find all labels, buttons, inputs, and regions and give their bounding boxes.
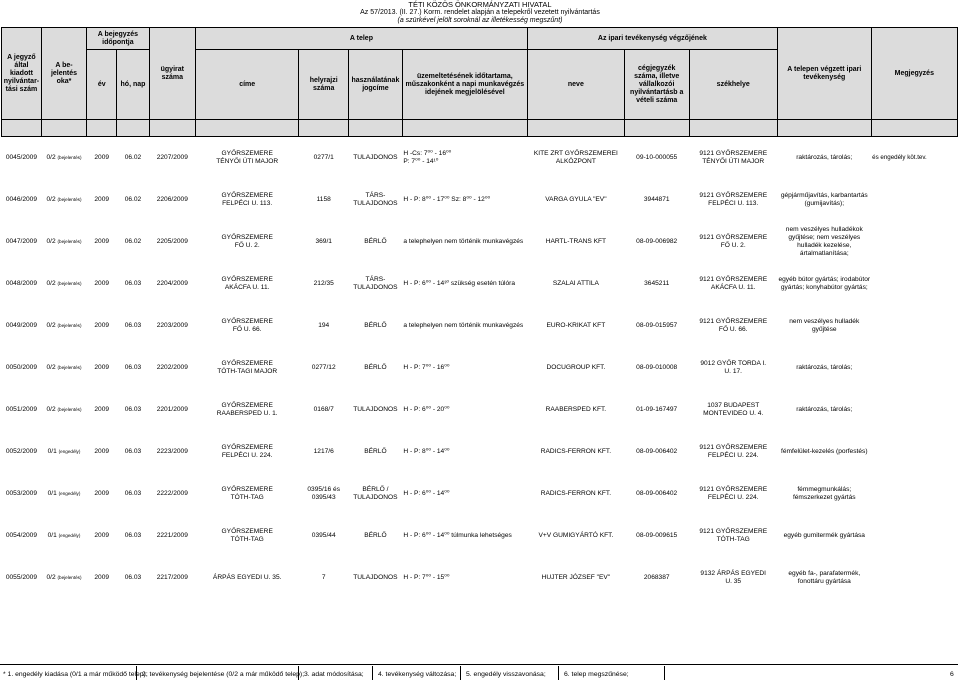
lot-no-cell: 194 [318, 322, 330, 329]
use-title-cell: BÉRLŐ [364, 238, 387, 245]
reg-no-cell: 0055/2009 [5, 574, 38, 581]
address-line: GYŐRSZEMERE [221, 486, 273, 493]
remark-cell [871, 221, 957, 263]
col-name: neve [527, 50, 624, 120]
legend-item-1: * 1. engedély kiadása (0/1 a már működő telep); [3, 671, 148, 678]
reg-no-cell: 0046/2009 [5, 196, 38, 203]
reg-no-cell: 0048/2009 [5, 280, 38, 287]
operator-name-cell: SZALAI ATTILA [552, 280, 599, 287]
operating-time-cell: a telephelyen nem történik munkavégzés [403, 322, 524, 329]
remark-cell [871, 557, 957, 599]
month-day-cell: 06.03 [124, 490, 142, 497]
file-no-cell: 2223/2009 [156, 448, 188, 455]
activity-cell: gépjárműjavítás, karbantartás (gumijavítás); [780, 192, 868, 207]
address-line: GYŐRSZEMERE [221, 276, 273, 283]
table-row [2, 431, 958, 473]
address-line: GYŐRSZEMERE [221, 234, 273, 241]
reg-no-cell: 0053/2009 [5, 490, 38, 497]
address-line: FELPÉCI U. 113. [222, 200, 273, 207]
page-number: 6 [950, 671, 954, 678]
year-cell: 2009 [94, 196, 110, 203]
address-cell [195, 389, 298, 431]
reg-no-cell: 0050/2009 [5, 364, 38, 371]
notice-type-cell [41, 557, 86, 599]
operator-name-cell: HUJTER JÓZSEF "EV" [541, 574, 611, 581]
legend-item-2: 2. tevékenység bejelentése (0/2 a már működő telep); [142, 671, 305, 678]
file-no-cell: 2207/2009 [156, 154, 188, 161]
notice-type-code: 0/2 [46, 322, 56, 329]
company-no-cell: 08-09-006402 [636, 490, 678, 497]
file-no-cell: 2206/2009 [156, 196, 188, 203]
address-line: FELPÉCI U. 224. [221, 452, 273, 459]
activity-cell: raktározás, tárolás; [796, 406, 853, 413]
table-row [2, 347, 958, 389]
seat-line: TÓTH-TAG [716, 536, 750, 543]
seat-line: 9121 GYŐRSZEMERE [699, 444, 768, 451]
reg-no-cell: 0047/2009 [5, 238, 38, 245]
seat-line: U. 35 [725, 578, 742, 585]
col-year: év [87, 50, 117, 120]
year-cell: 2009 [94, 154, 110, 161]
address-line: TÉNYŐI ÚTI MAJOR [216, 158, 279, 165]
notice-type-label: (bejelentés) [57, 407, 82, 412]
notice-type-code: 0/2 [46, 280, 56, 287]
address-line: AKÁCFA U. 11. [224, 284, 270, 291]
year-cell: 2009 [94, 322, 110, 329]
operator-name-cell: VARGA GYULA "EV" [545, 196, 607, 203]
col-address: címe [195, 50, 298, 120]
seat-line: U. 17. [724, 368, 743, 375]
notice-type-label: (engedély) [58, 449, 81, 454]
address-line: GYŐRSZEMERE [221, 360, 273, 367]
col-remarks: Megjegyzés [871, 28, 957, 120]
reg-no-cell: 0054/2009 [5, 532, 38, 539]
address-cell [195, 305, 298, 347]
address-line: GYŐRSZEMERE [221, 318, 273, 325]
address-line: FŐ U. 66. [232, 326, 262, 333]
operating-time-cell: a telephelyen nem történik munkavégzés [403, 238, 524, 245]
use-title-cell: BÉRLŐ [364, 532, 387, 539]
lot-no-cell: 369/1 [315, 238, 332, 245]
seat-line: 9121 GYŐRSZEMERE [699, 528, 768, 535]
seat-line: 9121 GYŐRSZEMERE [699, 192, 768, 199]
seat-line: FELPÉCI U. 224. [707, 452, 759, 459]
address-line: GYŐRSZEMERE [221, 192, 273, 199]
activity-cell: fémfelület-kezelés (porfestés) [781, 448, 868, 455]
address-line: RAABERSPED U. 1. [216, 410, 278, 417]
footer-legend [0, 664, 958, 681]
company-no-cell: 08-09-006402 [636, 448, 678, 455]
company-no-cell: 08-09-009615 [636, 532, 678, 539]
table-row [2, 263, 958, 305]
seat-line: 9121 GYŐRSZEMERE [699, 150, 768, 157]
operator-name-cell: EURO-KRIKAT KFT [546, 322, 606, 329]
seat-line: 1037 BUDAPEST [707, 402, 760, 409]
file-no-cell: 2222/2009 [156, 490, 188, 497]
lot-no-cell: 0395/16 és 0395/43 [307, 486, 341, 501]
notice-type-code: 0/1 [47, 490, 57, 497]
address-cell [195, 557, 298, 599]
file-no-cell: 2203/2009 [156, 322, 188, 329]
notice-type-label: (engedély) [58, 533, 81, 538]
use-title-cell: TULAJDONOS [353, 154, 398, 161]
notice-type-cell [41, 515, 86, 557]
notice-type-cell [41, 263, 86, 305]
remark-cell [871, 179, 957, 221]
seat-line: 9012 GYŐR TORDA I. [700, 360, 767, 367]
notice-type-code: 0/1 [47, 448, 57, 455]
file-no-cell: 2221/2009 [156, 532, 188, 539]
table-row [2, 557, 958, 599]
activity-cell: egyéb gumitermék gyártása [783, 532, 865, 539]
operating-time-cell: H - P: 6⁰⁰ - 14⁰⁰ [403, 490, 450, 497]
remark-cell: és engedély köt.tev. [872, 154, 927, 161]
table-row [2, 305, 958, 347]
remark-cell [871, 263, 957, 305]
notice-type-cell [41, 431, 86, 473]
seat-cell [689, 263, 777, 305]
lot-no-cell: 212/35 [313, 280, 334, 287]
month-day-cell: 06.02 [124, 238, 142, 245]
month-day-cell: 06.03 [124, 448, 142, 455]
month-day-cell: 06.03 [124, 406, 142, 413]
remark-cell [871, 389, 957, 431]
seat-line: 9121 GYŐRSZEMERE [699, 486, 768, 493]
seat-line: TÉNYŐI ÚTI MAJOR [702, 158, 765, 165]
operator-name-cell: HARTL-TRANS KFT [545, 238, 607, 245]
col-operating-time: üzemeltetésének időtartama, műszakonként a napi munkavégzés idejének megjelölésével [402, 50, 527, 120]
operating-time-cell: H - P: 6⁰⁰ - 20⁰⁰ [403, 406, 450, 413]
notice-type-label: (bejelentés) [57, 239, 82, 244]
use-title-cell: TULAJDONOS [353, 406, 398, 413]
activity-cell: nem veszélyes hulladékok gyűjtése; nem veszélyes hulladék kezelése, ártalmatlanítása; [785, 226, 863, 257]
remark-cell [871, 515, 957, 557]
lot-no-cell: 0277/1 [313, 154, 334, 161]
notice-type-code: 0/2 [46, 364, 56, 371]
seat-line: MONTEVIDEO U. 4. [703, 410, 764, 417]
remark-cell [871, 347, 957, 389]
notice-type-cell [41, 473, 86, 515]
address-line: GYŐRSZEMERE [221, 444, 273, 451]
year-cell: 2009 [94, 574, 110, 581]
seat-line: FELPÉCI U. 224. [707, 494, 759, 501]
activity-cell: egyéb bútor gyártás; irodabútor gyártás; konyhabútor gyártás; [778, 276, 871, 291]
operator-name-cell: RAABERSPED KFT. [545, 406, 607, 413]
table-row [2, 389, 958, 431]
year-cell: 2009 [94, 406, 110, 413]
company-no-cell: 3645211 [644, 280, 670, 287]
year-cell: 2009 [94, 532, 110, 539]
legend-item-6: 6. telep megszűnése; [564, 671, 629, 678]
lot-no-cell: 1158 [316, 196, 331, 203]
lot-no-cell: 7 [321, 574, 326, 581]
operating-time-cell: H - P: 6⁰⁰ - 14³⁰ szükség esetén túlóra [403, 280, 516, 287]
use-title-cell: BÉRLŐ [364, 364, 387, 371]
seat-line: AKÁCFA U. 11. [710, 284, 756, 291]
seat-cell [689, 305, 777, 347]
seat-cell [689, 137, 777, 180]
col-use-title: használatának jogcíme [348, 50, 402, 120]
table-row [2, 473, 958, 515]
notice-type-label: (bejelentés) [57, 365, 82, 370]
notice-type-code: 0/2 [46, 238, 56, 245]
seat-line: 9121 GYŐRSZEMERE [699, 276, 768, 283]
operating-time-cell: H - P: 7⁰⁰ - 15⁰⁰ [403, 574, 450, 581]
seat-cell [689, 347, 777, 389]
year-cell: 2009 [94, 490, 110, 497]
file-no-cell: 2217/2009 [156, 574, 188, 581]
address-cell [195, 431, 298, 473]
company-no-cell: 08-09-015957 [636, 322, 678, 329]
legend-item-4: 4. tevékenység változása; [378, 671, 457, 678]
use-title-cell: TÁRS-TULAJDONOS [353, 192, 398, 207]
address-line: GYŐRSZEMERE [221, 150, 273, 157]
month-day-cell: 06.02 [124, 196, 142, 203]
notice-type-cell [41, 179, 86, 221]
seat-cell [689, 473, 777, 515]
operator-name-cell: RADICS-FERRON KFT. [540, 448, 612, 455]
company-no-cell: 08-09-006982 [636, 238, 678, 245]
activity-cell: egyéb fa-, parafatermék, fonottáru gyártása [788, 570, 861, 585]
notice-type-code: 0/2 [46, 574, 56, 581]
notice-type-label: (bejelentés) [57, 281, 82, 286]
address-cell [195, 179, 298, 221]
address-line: TÓTH-TAG [230, 494, 264, 501]
seat-cell [689, 389, 777, 431]
notice-type-code: 0/1 [47, 532, 57, 539]
register-subtitle: (a szürkével jelölt soroknál az illetékesség megszűnt) [397, 17, 563, 24]
reg-no-cell: 0051/2009 [5, 406, 38, 413]
file-no-cell: 2204/2009 [156, 280, 188, 287]
operating-time-cell: H - P: 8⁰⁰ - 14⁰⁰ [403, 448, 450, 455]
legend-item-5: 5. engedély visszavonása; [466, 671, 546, 678]
address-line: FŐ U. 2. [234, 242, 260, 249]
seat-line: FŐ U. 66. [718, 326, 748, 333]
col-reg-no: A jegyző által kiadott nyilvántar-tási szám [2, 28, 42, 120]
file-no-cell: 2201/2009 [156, 406, 188, 413]
lot-no-cell: 0395/44 [311, 532, 336, 539]
col-date-group: A bejegyzés időpontja [87, 28, 150, 50]
notice-type-label: (engedély) [58, 491, 81, 496]
remark-cell [871, 431, 957, 473]
notice-type-code: 0/2 [46, 196, 56, 203]
table-row [2, 137, 958, 180]
reg-no-cell: 0045/2009 [5, 154, 38, 161]
address-line: TÓTH-TAGI MAJOR [217, 368, 278, 375]
company-no-cell: 01-09-167497 [636, 406, 678, 413]
address-cell [195, 473, 298, 515]
table-row [2, 221, 958, 263]
seat-cell [689, 431, 777, 473]
address-cell [195, 263, 298, 305]
company-no-cell: 09-10-000055 [636, 154, 678, 161]
operator-name-cell: RADICS-FERRON KFT. [540, 490, 612, 497]
notice-type-label: (bejelentés) [57, 155, 82, 160]
col-company-no: cégjegyzék száma, illetve vállalkozói nyilvántartásb a vételi száma [624, 50, 689, 120]
lot-no-cell: 1217/6 [313, 448, 334, 455]
notice-type-label: (bejelentés) [57, 575, 82, 580]
col-lot-no: helyrajzi száma [299, 50, 349, 120]
month-day-cell: 06.02 [124, 154, 142, 161]
reg-no-cell: 0052/2009 [5, 448, 38, 455]
register-title: Az 57/2013. (II. 27.) Korm. rendelet alapján a telepekről vezetett nyilvántartás [360, 9, 600, 16]
use-title-cell: TULAJDONOS [353, 574, 398, 581]
year-cell: 2009 [94, 238, 110, 245]
year-cell: 2009 [94, 280, 110, 287]
col-file-no: ügyirat száma [149, 28, 195, 120]
month-day-cell: 06.03 [124, 364, 142, 371]
month-day-cell: 06.03 [124, 280, 142, 287]
table-row [2, 179, 958, 221]
seat-line: 9121 GYŐRSZEMERE [699, 318, 768, 325]
table-row [2, 515, 958, 557]
seat-cell [689, 179, 777, 221]
operator-name-cell: V+V GUMIGYÁRTÓ KFT. [538, 532, 614, 539]
year-cell: 2009 [94, 448, 110, 455]
file-no-cell: 2205/2009 [156, 238, 188, 245]
legend-item-3: 3. adat módosítása; [304, 671, 364, 678]
col-operator-group: Az ipari tevékenység végzőjének [527, 28, 777, 50]
remark-cell [871, 473, 957, 515]
address-cell [195, 221, 298, 263]
reg-no-cell: 0049/2009 [5, 322, 38, 329]
year-cell: 2009 [94, 364, 110, 371]
operating-time-cell: H - P: 8⁰⁰ - 17⁰⁰ Sz: 8⁰⁰ - 12⁰⁰ [403, 196, 491, 203]
notice-type-cell [41, 347, 86, 389]
activity-cell: fémmegmunkálás; fémszerkezet gyártás [792, 486, 856, 501]
notice-type-code: 0/2 [46, 406, 56, 413]
use-title-cell: TÁRS-TULAJDONOS [353, 276, 398, 291]
address-cell [195, 515, 298, 557]
month-day-cell: 06.03 [124, 574, 142, 581]
use-title-cell: BÉRLŐ / TULAJDONOS [353, 486, 398, 501]
notice-type-cell [41, 389, 86, 431]
seat-line: 9132 ÁRPÁS EGYEDI [700, 570, 767, 577]
lot-no-cell: 0277/12 [311, 364, 336, 371]
lot-no-cell: 0168/7 [313, 406, 334, 413]
address-cell [195, 347, 298, 389]
file-no-cell: 2202/2009 [156, 364, 188, 371]
address-line: TÓTH-TAG [230, 536, 264, 543]
company-no-cell: 2068387 [643, 574, 670, 581]
col-site-group: A telep [195, 28, 527, 50]
address-cell [195, 137, 298, 180]
seat-cell [689, 557, 777, 599]
office-name: TÉTI KÖZÖS ÖNKORMÁNYZATI HIVATAL [408, 0, 552, 9]
notice-type-label: (bejelentés) [57, 197, 82, 202]
use-title-cell: BÉRLŐ [364, 448, 387, 455]
address-line: GYŐRSZEMERE [221, 528, 273, 535]
notice-type-cell [41, 137, 86, 180]
register-table [1, 27, 958, 599]
col-seat: székhelye [689, 50, 777, 120]
month-day-cell: 06.03 [124, 532, 142, 539]
notice-type-label: (bejelentés) [57, 323, 82, 328]
activity-cell: raktározás, tárolás; [796, 154, 853, 161]
address-line: GYŐRSZEMERE [221, 402, 273, 409]
col-month-day: hó, nap [117, 50, 149, 120]
notice-type-code: 0/2 [46, 154, 56, 161]
company-no-cell: 3944871 [643, 196, 670, 203]
operating-time-cell: H -Cs: 7⁰⁰ - 16⁰⁰ P: 7⁰⁰ - 14¹⁰ [403, 150, 452, 165]
month-day-cell: 06.03 [124, 322, 142, 329]
operator-name-cell: DOCUGROUP KFT. [546, 364, 606, 371]
col-notice-type: A be-jelentés oka* [41, 28, 86, 120]
seat-line: FELPÉCI U. 113. [708, 200, 759, 207]
col-activity: A telepen végzett ipari tevékenység [777, 28, 871, 120]
seat-line: FŐ U. 2. [720, 242, 746, 249]
activity-cell: nem veszélyes hulladék gyűjtése [789, 318, 860, 333]
seat-cell [689, 515, 777, 557]
address-line: ÁRPÁS EGYEDI U. 35. [212, 574, 282, 581]
operating-time-cell: H - P: 7⁰⁰ - 16⁰⁰ [403, 364, 450, 371]
operating-time-cell: H - P: 6⁰⁰ - 14⁰⁰ túlmunka lehetséges [403, 532, 512, 539]
notice-type-cell [41, 305, 86, 347]
seat-cell [689, 221, 777, 263]
use-title-cell: BÉRLŐ [364, 322, 387, 329]
notice-type-cell [41, 221, 86, 263]
remark-cell [871, 305, 957, 347]
operator-name-cell: KITE ZRT GYŐRSZEMEREI ALKÖZPONT [533, 150, 618, 165]
seat-line: 9121 GYŐRSZEMERE [699, 234, 768, 241]
document-header [0, 0, 960, 25]
company-no-cell: 08-09-010008 [636, 364, 678, 371]
activity-cell: raktározás, tárolás; [796, 364, 853, 371]
spacer-row [2, 120, 958, 137]
